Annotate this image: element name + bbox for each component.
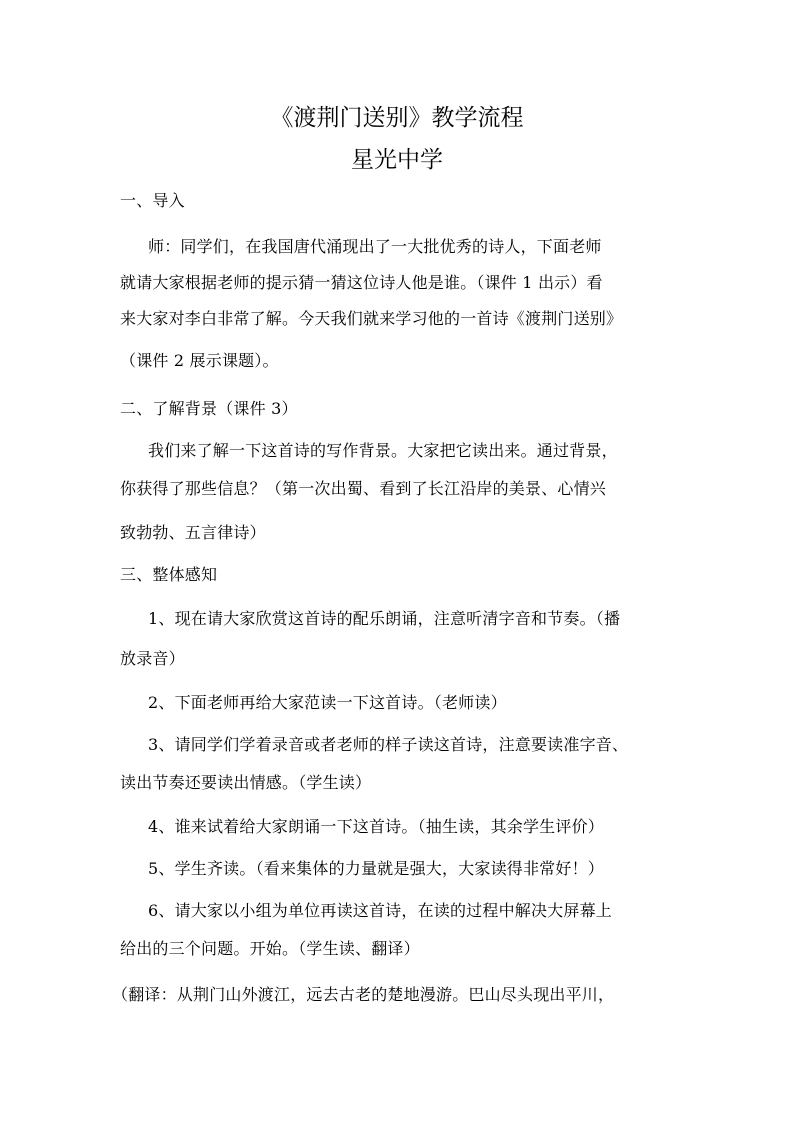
section-heading-overview: 三、整体感知 (120, 565, 218, 584)
paragraph-line: 来大家对李白非常了解。今天我们就来学习他的一首诗《渡荆门送别》 (120, 309, 623, 328)
list-item-continuation: 读出节奏还要读出情感。（学生读） (120, 773, 372, 792)
list-item: 2、下面老师再给大家范读一下这首诗。（老师读） (148, 693, 507, 712)
list-item: 3、请同学们学着录音或者老师的样子读这首诗，注意要读准字音、 (148, 735, 629, 754)
list-item: 6、请大家以小组为单位再读这首诗，在读的过程中解决大屏幕上 (148, 901, 612, 920)
list-item-continuation: 放录音） (120, 649, 185, 668)
school-name: 星光中学 (351, 147, 443, 173)
section-heading-intro: 一、导入 (120, 191, 185, 210)
paragraph-line: 致勃勃、五言律诗） (120, 523, 266, 542)
paragraph-line: 就请大家根据老师的提示猜一猜这位诗人他是谁。（课件 1 出示）看 (120, 273, 603, 292)
paragraph-line: 我们来了解一下这首诗的写作背景。大家把它读出来。通过背景， (148, 441, 618, 460)
translation-line: （翻译：从荆门山外渡江，远去古老的楚地漫游。巴山尽头现出平川， (112, 985, 615, 1004)
document-title: 《渡荆门送别》教学流程 (270, 105, 524, 131)
section-heading-background: 二、了解背景（课件 3） (120, 399, 298, 418)
paragraph-line: 你获得了那些信息？（第一次出蜀、看到了长江沿岸的美景、心情兴 (120, 479, 607, 498)
list-item: 5、学生齐读。（看来集体的力量就是强大，大家读得非常好！） (148, 859, 604, 878)
list-item: 1、现在请大家欣赏这首诗的配乐朗诵，注意听清字音和节奏。（播 (148, 609, 621, 628)
paragraph-line: 师：同学们，在我国唐代涌现出了一大批优秀的诗人，下面老师 (148, 237, 602, 256)
paragraph-line: （课件 2 展示课题）。 (120, 351, 279, 370)
list-item-continuation: 给出的三个问题。开始。（学生读、翻译） (120, 939, 420, 958)
list-item: 4、谁来试着给大家朗诵一下这首诗。（抽生读，其余学生评价） (148, 817, 604, 836)
